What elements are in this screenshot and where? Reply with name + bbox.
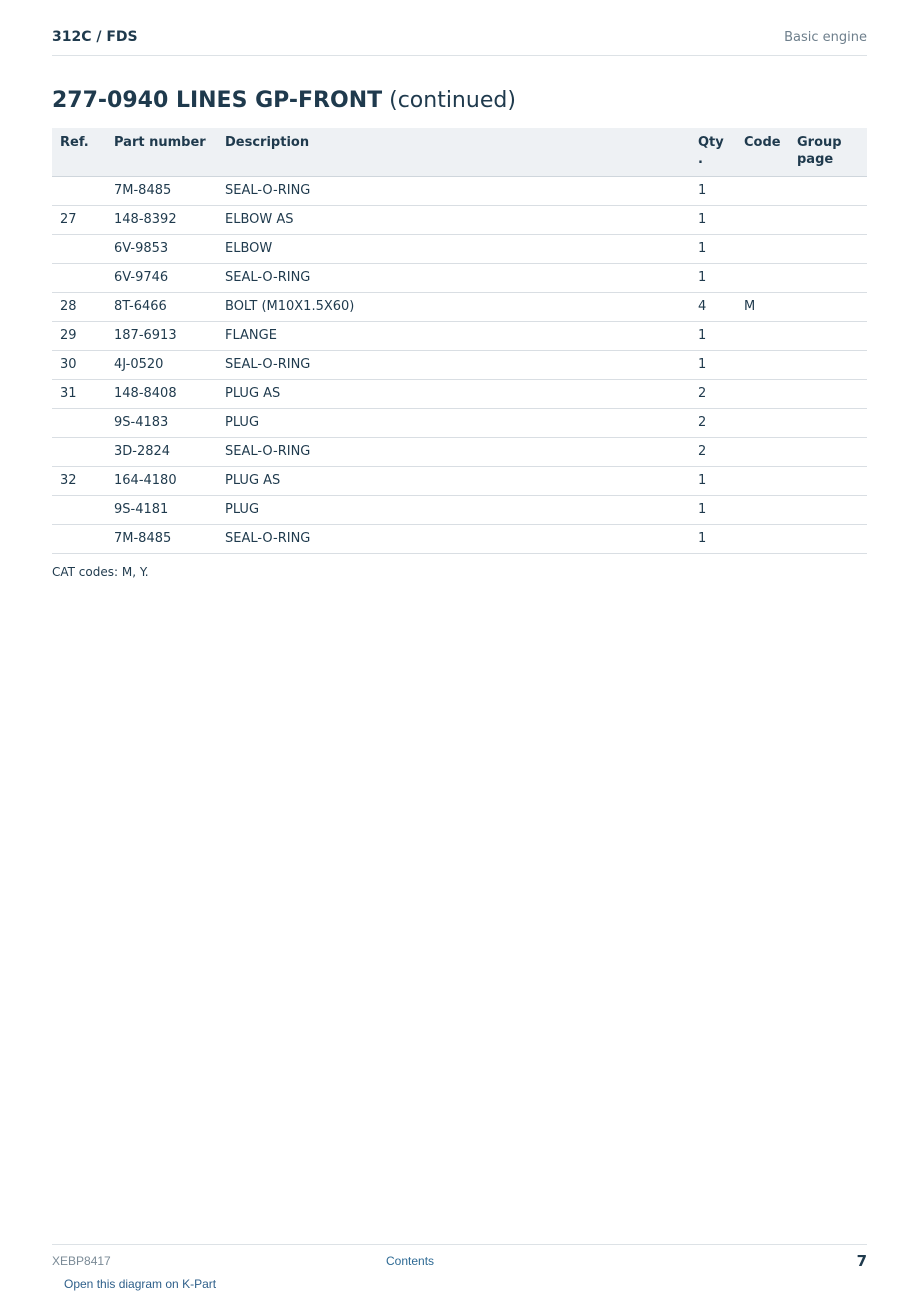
cell-qty: 1: [690, 351, 736, 380]
cell-ref: 32: [52, 467, 106, 496]
cell-code: [736, 206, 789, 235]
page-title-main: 277-0940 LINES GP-FRONT: [52, 88, 383, 113]
cell-code: [736, 177, 789, 206]
table-row: [52, 525, 867, 554]
cell-qty: 1: [690, 264, 736, 293]
col-header-description: Description: [217, 128, 690, 177]
cell-description: FLANGE: [217, 322, 690, 351]
table-row: [52, 438, 867, 467]
kpart-link[interactable]: Open this diagram on K-Part: [64, 1277, 217, 1291]
cell-description: PLUG: [217, 496, 690, 525]
cell-code: [736, 264, 789, 293]
cell-code: [736, 351, 789, 380]
cat-codes-note: CAT codes: M, Y.: [52, 565, 149, 579]
cell-part-number: 4J-0520: [106, 351, 217, 380]
cell-description: SEAL-O-RING: [217, 351, 690, 380]
cell-part-number: 9S-4183: [106, 409, 217, 438]
cell-ref: 30: [52, 351, 106, 380]
cell-code: [736, 380, 789, 409]
cell-ref: 28: [52, 293, 106, 322]
contents-link[interactable]: Contents: [386, 1254, 435, 1268]
table-row: [52, 293, 867, 322]
cell-description: PLUG: [217, 409, 690, 438]
page-number: 7: [856, 1252, 867, 1270]
cell-part-number: 7M-8485: [106, 525, 217, 554]
cell-code: [736, 525, 789, 554]
cell-ref: [52, 264, 106, 293]
cell-qty: 1: [690, 467, 736, 496]
cell-group-page: [789, 235, 867, 264]
cell-ref: [52, 235, 106, 264]
table-row: [52, 467, 867, 496]
cell-part-number: 6V-9746: [106, 264, 217, 293]
table-row: [52, 351, 867, 380]
cell-group-page: [789, 351, 867, 380]
page-title: [52, 88, 516, 113]
cell-ref: [52, 409, 106, 438]
page-title-suffix: (continued): [389, 88, 516, 113]
cell-group-page: [789, 177, 867, 206]
cell-description: PLUG AS: [217, 467, 690, 496]
cell-ref: [52, 438, 106, 467]
cell-ref: 27: [52, 206, 106, 235]
table-row: [52, 264, 867, 293]
cell-group-page: [789, 264, 867, 293]
cell-group-page: [789, 380, 867, 409]
cell-code: [736, 496, 789, 525]
col-header-group-page: Group page: [789, 128, 867, 177]
table-row: [52, 380, 867, 409]
page-header: [52, 28, 867, 56]
col-header-ref: Ref.: [52, 128, 106, 177]
cell-part-number: 164-4180: [106, 467, 217, 496]
cell-qty: 2: [690, 438, 736, 467]
cell-group-page: [789, 467, 867, 496]
cell-description: ELBOW AS: [217, 206, 690, 235]
cell-code: M: [736, 293, 789, 322]
cell-qty: 1: [690, 322, 736, 351]
cell-group-page: [789, 438, 867, 467]
table-row: [52, 322, 867, 351]
col-header-qty: Qty .: [690, 128, 736, 177]
cell-ref: [52, 525, 106, 554]
cell-part-number: 3D-2824: [106, 438, 217, 467]
cell-description: ELBOW: [217, 235, 690, 264]
cell-ref: 31: [52, 380, 106, 409]
page-footer: [52, 1244, 867, 1273]
table-row: [52, 206, 867, 235]
cell-part-number: 148-8408: [106, 380, 217, 409]
cell-qty: 1: [690, 496, 736, 525]
cell-description: BOLT (M10X1.5X60): [217, 293, 690, 322]
table-header-row: [52, 128, 867, 177]
cell-group-page: [789, 206, 867, 235]
cell-part-number: 8T-6466: [106, 293, 217, 322]
col-header-part-number: Part number: [106, 128, 217, 177]
cell-description: SEAL-O-RING: [217, 438, 690, 467]
cell-code: [736, 438, 789, 467]
cell-qty: 1: [690, 206, 736, 235]
breadcrumb: 312C / FDS: [52, 29, 138, 45]
cell-group-page: [789, 409, 867, 438]
col-header-code: Code: [736, 128, 789, 177]
cell-qty: 4: [690, 293, 736, 322]
cell-part-number: 9S-4181: [106, 496, 217, 525]
cell-group-page: [789, 322, 867, 351]
document-id: XEBP8417: [52, 1254, 111, 1268]
table-row: [52, 177, 867, 206]
cell-qty: 1: [690, 525, 736, 554]
cell-group-page: [789, 496, 867, 525]
parts-table: [52, 128, 867, 554]
cell-part-number: 148-8392: [106, 206, 217, 235]
cell-ref: [52, 177, 106, 206]
cell-description: SEAL-O-RING: [217, 264, 690, 293]
cell-code: [736, 409, 789, 438]
cell-group-page: [789, 293, 867, 322]
table-row: [52, 409, 867, 438]
cell-qty: 1: [690, 177, 736, 206]
cell-code: [736, 467, 789, 496]
section-name: Basic engine: [784, 30, 867, 45]
cell-ref: [52, 496, 106, 525]
table-row: [52, 235, 867, 264]
cell-part-number: 6V-9853: [106, 235, 217, 264]
cell-description: SEAL-O-RING: [217, 525, 690, 554]
cell-qty: 2: [690, 380, 736, 409]
cell-code: [736, 235, 789, 264]
cell-code: [736, 322, 789, 351]
cell-qty: 2: [690, 409, 736, 438]
cell-ref: 29: [52, 322, 106, 351]
cell-group-page: [789, 525, 867, 554]
cell-part-number: 7M-8485: [106, 177, 217, 206]
cell-description: PLUG AS: [217, 380, 690, 409]
table-row: [52, 496, 867, 525]
cell-part-number: 187-6913: [106, 322, 217, 351]
cell-qty: 1: [690, 235, 736, 264]
cell-description: SEAL-O-RING: [217, 177, 690, 206]
